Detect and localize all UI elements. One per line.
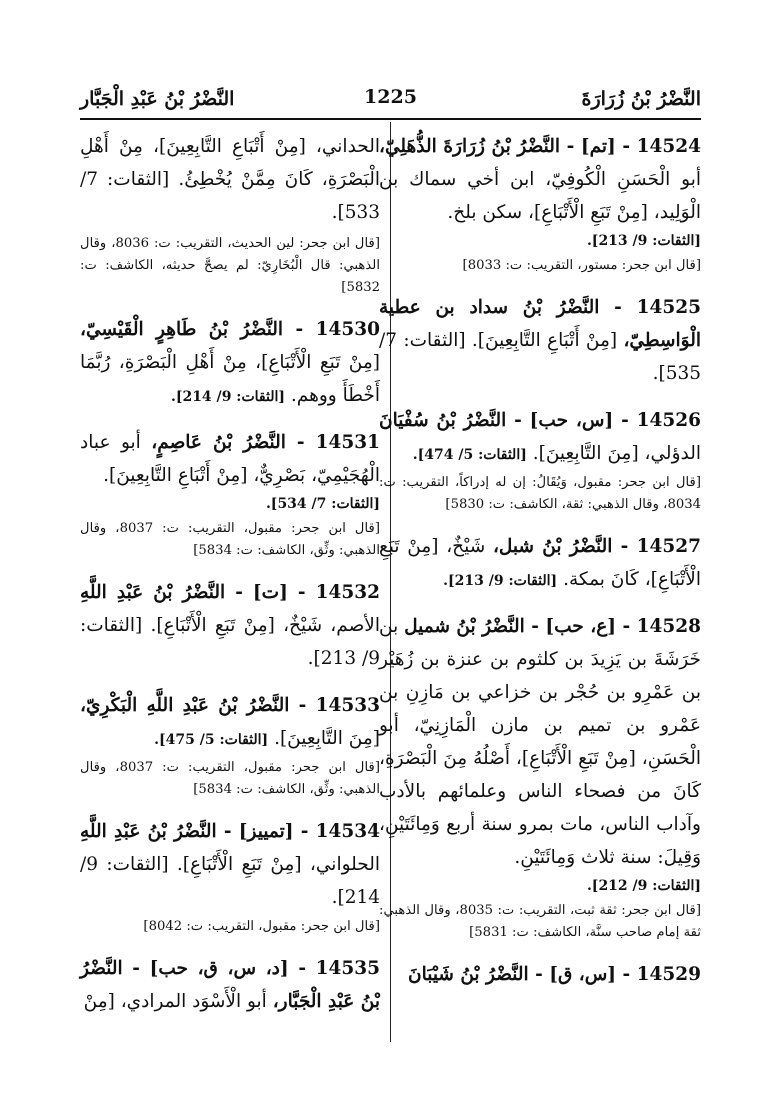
entry-14530 — [80, 313, 380, 412]
entry-14528 — [379, 610, 701, 944]
entry-code: [تمييز] - — [216, 821, 294, 842]
entry-code: [د، س، ق، حب] - — [122, 958, 289, 979]
entry-body: الدؤلي، [مِنَ التَّابِعِينَ]. — [532, 443, 701, 464]
entry-reference: [الثقات: 5/ 475]. — [154, 732, 269, 748]
header-rule — [80, 118, 701, 120]
right-column — [379, 130, 701, 1005]
entry-note: [قال ابن جحر: مقبول، التقريب: ت: 8037، وقال الذهبي: وثِّق، الكاشف: ت: 5834] — [80, 760, 380, 797]
entry-body: الأصم، شَيْخٌ، [مِنْ تَبَعِ الْأَتْبَاعِ]. [الثقات: 9/ 213]. — [80, 615, 380, 669]
entry-body: الحلواني، [مِنْ تَبَعِ الْأَتْبَاعِ]. [الثقات: 9/ 214]. — [80, 854, 380, 908]
entry-name: النَّضْرُ بْنُ سداد بن عطية الْوَاسِطِيّ، — [379, 297, 701, 351]
entry-name: النَّضْرُ بْنُ شبل، — [492, 536, 613, 557]
entry-14527 — [379, 530, 701, 596]
entry-body: [مِنْ أَتْبَاعِ التَّابِعِينَ]. [الثقات: 7/ 535]. — [379, 330, 701, 384]
entry-name: النَّضْرُ بْنُ شميل — [404, 616, 525, 637]
entry-note: [قال ابن جحر: مقبول، التقريب: ت: 8042] — [143, 919, 380, 934]
entry-14524 — [379, 130, 701, 277]
header-right-title: النَّضْرُ بْنُ زُرَارَةَ — [581, 88, 701, 110]
entry-reference: [الثقات: 9/ 212]. — [586, 878, 701, 894]
entry-14534 — [80, 815, 380, 938]
entry-code: [ع، حب] - — [524, 616, 616, 637]
entry-body: أبو الْأَسْوَد المرادي، [مِنْ — [83, 991, 273, 1012]
entry-14529 — [379, 958, 701, 991]
entry-name: النَّضْرُ بْنُ سُفْيَانَ — [379, 410, 507, 431]
entry-name: النَّضْرُ بْنُ عَبْدِ اللَّهِ — [80, 821, 217, 842]
continuation-note: [قال ابن جحر: لين الحديث، التقريب: ت: 8036، وقال الذهبي: قال الْبُخَارِيّ: لم يصحَّ حديثه، الكاشف: ت: 5832] — [80, 236, 380, 295]
entry-body: أبو عباد الْهُجَيْمِيّ، بَصْرِيٌّ، [مِنْ أَتْبَاعِ التَّابِعِينَ]. — [80, 432, 380, 486]
continuation-text: الحداني، [مِنْ أَتْبَاعِ التَّابِعِينَ]، مِنْ أَهْلِ الْبَصْرَةِ، كَانَ مِمَّنْ يُخْطِئُ. [الثقات: 7/ 533]. — [80, 136, 380, 223]
entry-body: [مِنَ التَّابِعِينَ]. — [274, 728, 380, 749]
entry-reference: [الثقات: 5/ 474]. — [412, 447, 527, 463]
entry-reference: [الثقات: 7/ 534]. — [265, 496, 380, 512]
entry-number: 14529 - — [616, 964, 701, 985]
entry-body: شَيْخٌ، [مِنْ تَبَعِ الْأَتْبَاعِ]، كَانَ بمكة. — [379, 536, 701, 590]
entry-reference: [الثقات: 9/ 213]. — [443, 573, 558, 589]
entry-number: 14526 - — [613, 410, 701, 431]
entry-name: النَّضْرُ بْنُ عَبْدِ اللَّهِ الْبَكْرِيّ، — [80, 695, 290, 716]
entry-note: [قال ابن جحر: مقبول، التقريب: ت: 8037، وقال الذهبي: وثِّق، الكاشف: ت: 5834] — [80, 521, 380, 558]
entry-number: 14530 - — [283, 319, 380, 340]
entry-number: 14524 - — [615, 136, 702, 157]
entry-14525 — [379, 291, 701, 390]
entry-14533 — [80, 689, 380, 801]
entry-note: [قال ابن جحر: ثقة ثبت، التقريب: ت: 8035، وقال الذهبي: ثقة إمام صاحب سنَّة، الكاشف: ت: 5831] — [379, 903, 701, 940]
entry-number: 14527 - — [612, 536, 701, 557]
entry-body: [مِنْ تَبَعِ الْأَتْبَاعِ]، مِنْ أَهْلِ الْبَصْرَةِ، رُبَّمَا أَخْطَأَ ووهم. — [80, 352, 380, 406]
entry-reference: [الثقات: 9/ 214]. — [170, 389, 286, 405]
entry-name: النَّضْرُ بْنُ عَاصِمٍ، — [151, 432, 286, 453]
entry-number: 14535 - — [288, 958, 381, 979]
left-column — [80, 130, 380, 1032]
entry-reference: [الثقات: 9/ 213]. — [586, 233, 701, 249]
entry-note: [قال ابن جحر: مقبول، وَيُقَالُ: إن له إدراكاً، التقريب: ت: 8034، وقال الذهبي: ثقة، الكاشف: ت: 5830] — [379, 475, 701, 512]
entry-name: النَّضْرُ بْنُ شَيْبَانَ — [408, 964, 529, 985]
entry-code: [س، حب] - — [506, 410, 614, 431]
entry-body: أبو الْحَسَنِ الْكُوفِيّ، ابن أخي سماك بن الْوَلِيد، [مِنْ تَبَعِ الْأَتْبَاعِ]، سكن بلخ. — [379, 169, 701, 223]
entry-number: 14532 - — [287, 582, 380, 603]
entry-name: النَّضْرُ بْنُ طَاهِرٍ الْقَيْسِيّ، — [80, 319, 284, 340]
running-header — [80, 84, 701, 120]
page-number: 1225 — [364, 86, 417, 108]
entry-14535 — [80, 952, 380, 1018]
entry-14526 — [379, 404, 701, 516]
entry-number: 14525 - — [599, 297, 701, 318]
entry-code: [تم] - — [559, 136, 616, 157]
entry-name: النَّضْرُ بْنُ زُرَارَةَ الذُّهَلِيّ، — [379, 136, 560, 157]
entry-note: [قال ابن جحر: مستور، التقريب: ت: 8033] — [462, 258, 701, 273]
entry-14531 — [80, 426, 380, 562]
entry-name: النَّضْرُ بْنُ عَبْدِ اللَّهِ — [80, 582, 226, 603]
header-left-title: النَّضْرُ بْنُ عَبْدِ الْجَبَّار — [80, 88, 235, 110]
entry-number: 14528 - — [615, 616, 701, 637]
entry-number: 14533 - — [289, 695, 380, 716]
entry-number: 14531 - — [285, 432, 380, 453]
entry-14532 — [80, 576, 380, 675]
entry-body: بن خَرَشَةَ بن يَزِيدَ بن كلثوم بن عنزة بن زُهَيْر بن عَمْرِو بن حُجْر بن خزاعي بن مَازِنِ بن عَمْرو بن تميم بن مازن الْمَازِنِيّ، أبو الْحَسَنِ، [مِنْ تَبَعِ الْأَتْبَاعِ]، أَصْلُهُ مِنَ الْبَصْرَةِ، كَانَ من فصحاء الناس وعلمائهم بالأدب وآداب الناس، مات بمرو سنة أربع وَمِائَتَيْنِ، وَقِيلَ: سنة ثلاث وَمِائَتَيْنِ. — [379, 616, 701, 868]
entry-number: 14534 - — [293, 821, 380, 842]
entry-code: [س، ق] - — [528, 964, 617, 985]
entry-name: النَّضْرُ بْنُ عَبْدِ الْجَبَّار، — [80, 958, 380, 1012]
entry-code: [ت] - — [225, 582, 288, 603]
